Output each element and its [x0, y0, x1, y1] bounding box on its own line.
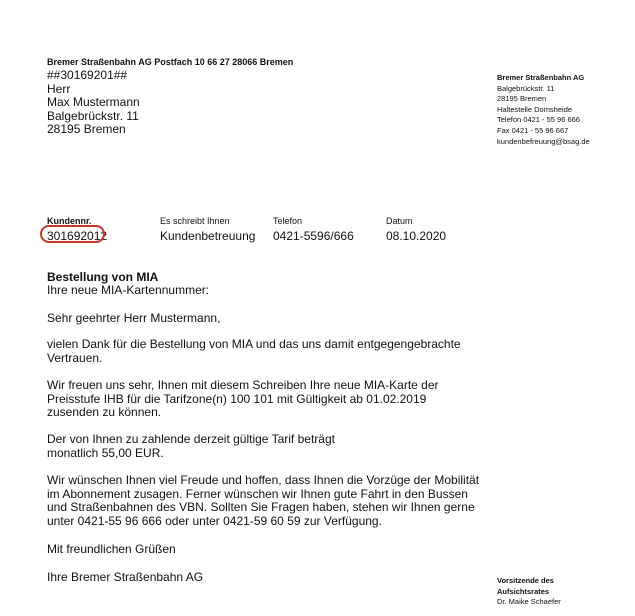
company-name: Bremer Straßenbahn AG — [497, 73, 585, 82]
letter-signature — [47, 571, 203, 585]
recipient-city: 28195 Bremen — [47, 122, 126, 136]
paragraph-line: Wir wünschen Ihnen viel Freude und hoffen, dass Ihnen die Vorzüge der Mobilität — [47, 473, 480, 487]
paragraph-line: Preisstufe IHB für die Tarifzone(n) 100 101 mit Gültigkeit ab 01.02.2019 — [47, 391, 427, 406]
datum-label: Datum — [386, 216, 413, 226]
paragraph-line: Der von Ihnen zu zahlende derzeit gültige Tarif beträgt — [47, 432, 335, 446]
company-fax: Fax 0421 - 55 96 667 — [497, 125, 569, 135]
company-phone: Telefon 0421 - 55 96 666 — [497, 115, 580, 125]
paragraph-line: monatlich 55,00 EUR. — [47, 445, 164, 460]
paragraph-tariff — [47, 433, 335, 460]
paragraph-wishes — [47, 474, 479, 528]
company-email: kundenbefreuung@bsag.de — [497, 136, 590, 146]
board-title-line: Vorsitzende des — [497, 576, 554, 585]
kundennr-suffix: 2 — [100, 229, 108, 243]
letter-subtitle — [47, 284, 209, 298]
recipient-address — [47, 69, 140, 137]
signature-line: Ihre Bremer Straßenbahn AG — [47, 570, 204, 584]
paragraph-card-info — [47, 379, 439, 420]
highlight-circle — [40, 225, 108, 243]
paragraph-line: im Abonnement zusagen. Ferner wünschen wir Ihnen gute Fahrt in den Bussen — [47, 486, 468, 501]
company-street: Balgebrückstr. 11 — [497, 83, 555, 93]
schreibt-label: Es schreibt Ihnen — [160, 216, 230, 226]
kundennr-label: Kundennr. — [47, 216, 92, 226]
schreibt-value: Kundenbetreuung — [160, 229, 256, 243]
recipient-reference-code: ##30169201## — [47, 68, 128, 82]
board-chair-name: Dr. Maike Schaefer — [497, 597, 561, 607]
board-chair-info — [497, 576, 561, 608]
paragraph-line: Vertrauen. — [47, 350, 103, 365]
telefon-label: Telefon — [273, 216, 303, 226]
letter-salutation — [47, 312, 220, 326]
salutation-line: Sehr geehrter Herr Mustermann, — [47, 311, 221, 325]
recipient-salutation: Herr — [47, 81, 71, 96]
closing-line: Mit freundlichen Grüßen — [47, 542, 176, 556]
sender-return-address: Bremer Straßenbahn AG Postfach 10 66 27 28066 Bremen — [47, 57, 294, 67]
paragraph-line: vielen Dank für die Bestellung von MIA und das uns damit entgegengebrachte — [47, 337, 461, 351]
paragraph-line: zusenden zu können. — [47, 405, 162, 419]
letter-subject: Bestellung von MIA — [47, 270, 159, 284]
recipient-street: Balgebrückstr. 11 — [47, 108, 139, 123]
subtitle-line: Ihre neue MIA-Kartennummer: — [47, 283, 210, 297]
paragraph-line: und Straßenbahnen des VBN. Sollten Sie Fragen haben, stehen wir Ihnen gerne — [47, 500, 475, 514]
paragraph-line: unter 0421-55 96 666 oder unter 0421-59 60 59 zur Verfügung. — [47, 513, 382, 528]
paragraph-line: Wir freuen uns sehr, Ihnen mit diesem Schreiben Ihre neue MIA-Karte der — [47, 378, 439, 392]
kundennr-circled-part: 30169201 — [47, 229, 101, 243]
company-info — [497, 73, 590, 147]
board-title-line: Aufsichtsrates — [497, 586, 550, 596]
paragraph-thanks — [47, 338, 461, 365]
recipient-name: Max Mustermann — [47, 95, 140, 109]
company-stop: Haltestelle Domsheide — [497, 104, 573, 114]
letter-closing — [47, 543, 176, 557]
telefon-value: 0421-5596/666 — [273, 229, 354, 243]
company-city: 28195 Bremen — [497, 94, 547, 104]
datum-value: 08.10.2020 — [386, 229, 447, 243]
